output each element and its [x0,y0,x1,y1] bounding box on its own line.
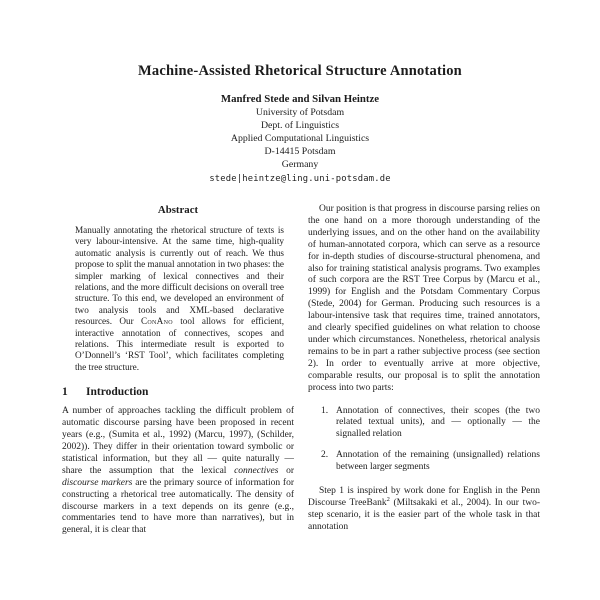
introduction-paragraph: A number of approaches tackling the difficult problem of automatic discourse parsing have been proposed in recent years (e.g., (Sumita et al., 1992) (Marcu, 1997), (Schilder, 2002)). They differ in their orientation toward symbolic or statistical information, but they all — quite naturally — share the assumption that the lexical connectives or discourse markers are the primary source of information for constructing a rhetorical tree automatically. The density of discourse markers in a text depends on its genre (e.g., commentaries tend to have more than narratives), but in general, it is clear that [62,406,294,536]
left-column [62,204,294,600]
right-column-paragraph-1: Our position is that progress in discourse parsing relies on the one hand on a more thorough understanding of the underlying issues, and on the other hand on the availability of human-annotated corpora, which can serve as a resource for in-depth studies of discourse-structural phenomena, and also for training statistical analysis programs. Two examples of such corpora are the RST Tree Corpus by (Marcu et al., 1999) for English and the Potsdam Commentary Corpus (Stede, 2004) for German. Producing such resources is a labour-intensive task that requires time, trained annotators, and clearly specified guidelines on what relation to choose under which circumstances. Nonetheless, rhetorical analysis remains to be in part a rather subjective process (see section 2). In order to eventually arrive at more objective, comparable results, our proposal is to split the annotation process into two parts: [308,204,540,393]
list-item [308,450,540,474]
list-item-number: 1. [321,405,329,416]
annotation-steps-list [308,406,540,475]
paper-authors: Manfred Stede and Silvan Heintze [220,93,380,105]
section-title: Introduction [86,386,149,399]
list-item [308,406,540,442]
abstract-text: Manually annotating the rhetorical structure of texts is very labour-intensive. At the same time, high-quality automatic analysis is currently out of reach. We thus propose to split the manual annotation in two phases: the simpler marking of lexical connectives and their relations, and the more difficult decisions on overall tree structure. To this end, we developed an environment of two analysis tools and XML-based declarative resources. Our ConAno tool allows for efficient, interactive annotation of connectives, scopes and relations. This intermediate result is exported to O’Donnell’s ‘RST Tool’, which facilitates completing the tree structure. [75,225,284,372]
affiliation-line-university: University of Potsdam [255,107,345,118]
two-column-body [62,204,540,600]
list-item-text: Annotation of the remaining (unsignalled) relations between larger segments [336,450,540,473]
paper-header [0,0,600,184]
abstract-heading: Abstract [157,204,199,216]
list-item-number: 2. [321,450,329,461]
affiliation-line-country: Germany [281,159,319,170]
paper-title: Machine-Assisted Rhetorical Structure Annotation [138,63,462,79]
section-number: 1 [62,386,68,399]
affiliation-line-group: Applied Computational Linguistics [230,133,370,144]
author-email: stede|heintze@ling.uni-potsdam.de [209,174,391,184]
list-item-text: Annotation of connectives, their scopes (the two related textual units), and — optionally — the signalled relation [336,405,540,440]
affiliation-block [0,106,600,171]
affiliation-line-department: Dept. of Linguistics [260,120,340,131]
right-column [308,204,540,600]
right-column-paragraph-2: Step 1 is inspired by work done for English in the Penn Discourse TreeBank$^2$ (Miltsakaki et al., 2004). In our two-step scenario, it is the easier part of the whole task in that annotation [308,486,540,532]
affiliation-line-postcode: D-14415 Potsdam [264,146,336,157]
section-heading-introduction [62,386,294,398]
